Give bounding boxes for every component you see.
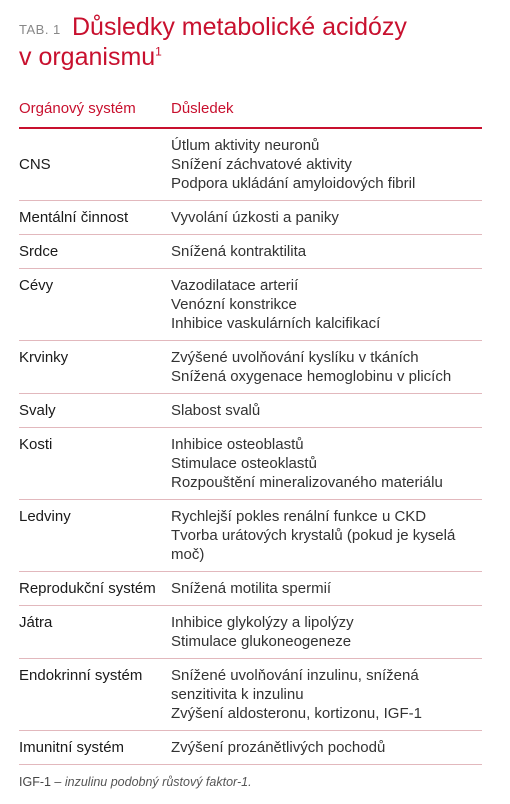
consequence-cell [171,128,482,201]
column-header-consequence: Důsledek [171,100,482,128]
consequence-cell [171,394,482,428]
consequence-line: Snížená kontraktilita [171,243,307,260]
consequence-cell [171,269,482,341]
table-row [19,269,482,341]
organ-system-cell: Krvinky [19,341,171,394]
consequence-line: Útlum aktivity neuronů [171,137,320,154]
table-row [19,606,482,659]
table-row [19,428,482,500]
consequence-line: Snížení záchvatové aktivity [171,156,352,173]
consequence-line: Snížené uvolňování inzulinu, snížená senzitivita k inzulinu [171,667,419,703]
consequence-line: Venózní konstrikce [171,296,297,313]
organ-system-cell: Svaly [19,394,171,428]
table-row [19,394,482,428]
table-row [19,201,482,235]
footnote [19,775,491,789]
title-block [19,12,491,72]
organ-system-cell: Endokrinní systém [19,659,171,731]
consequence-line: Snížená motilita spermií [171,580,332,597]
consequence-cell [171,428,482,500]
organ-system-cell: Imunitní systém [19,731,171,765]
consequence-line: Inhibice glykolýzy a lipolýzy [171,614,354,631]
organ-system-cell: Cévy [19,269,171,341]
consequence-line: Podpora ukládání amyloidových fibril [171,175,416,192]
title-reference-superscript: 1 [155,44,162,59]
consequence-line: Stimulace osteoklastů [171,455,317,472]
consequence-line: Vyvolání úzkosti a paniky [171,209,339,226]
footnote-separator: – [50,775,65,789]
consequences-table [19,100,482,765]
consequence-line: Zvýšení aldosteronu, kortizonu, IGF-1 [171,705,422,722]
organ-system-cell: Mentální činnost [19,201,171,235]
organ-system-cell: Kosti [19,428,171,500]
consequence-line: Snížená oxygenace hemoglobinu v plicích [171,368,452,385]
table-row [19,341,482,394]
consequence-line: Zvýšení prozánětlivých pochodů [171,739,386,756]
consequence-cell [171,500,482,572]
table-header-row [19,100,482,128]
table-number-label: TAB. 1 [19,22,61,37]
consequence-cell [171,201,482,235]
consequence-cell [171,731,482,765]
consequence-line: Slabost svalů [171,402,261,419]
consequence-line: Rozpouštění mineralizovaného materiálu [171,474,443,491]
table-title [19,12,491,72]
consequence-line: Vazodilatace arterií [171,277,299,294]
table-row [19,659,482,731]
organ-system-cell: CNS [19,128,171,201]
consequence-line: Stimulace glukoneogeneze [171,633,352,650]
organ-system-cell: Reprodukční systém [19,572,171,606]
column-header-system: Orgánový systém [19,100,171,128]
table-row [19,572,482,606]
table-row [19,500,482,572]
consequence-cell [171,341,482,394]
organ-system-cell: Játra [19,606,171,659]
table-row [19,235,482,269]
consequence-line: Tvorba urátových krystalů (pokud je kyselá moč) [171,527,456,563]
consequence-line: Rychlejší pokles renální funkce u CKD [171,508,427,525]
organ-system-cell: Srdce [19,235,171,269]
title-line-1: Důsledky metabolické acidózy [72,13,407,41]
consequence-cell [171,659,482,731]
footnote-abbreviation: IGF-1 [19,775,51,789]
table-row [19,731,482,765]
consequence-line: Inhibice vaskulárních kalcifikací [171,315,381,332]
consequence-line: Inhibice osteoblastů [171,436,304,453]
footnote-definition: inzulinu podobný růstový faktor-1. [64,775,252,789]
table-body [19,128,482,765]
consequence-cell [171,572,482,606]
consequence-cell [171,235,482,269]
title-line-2: v organismu [19,43,156,71]
table-row [19,128,482,201]
consequence-cell [171,606,482,659]
organ-system-cell: Ledviny [19,500,171,572]
consequence-line: Zvýšené uvolňování kyslíku v tkáních [171,349,419,366]
